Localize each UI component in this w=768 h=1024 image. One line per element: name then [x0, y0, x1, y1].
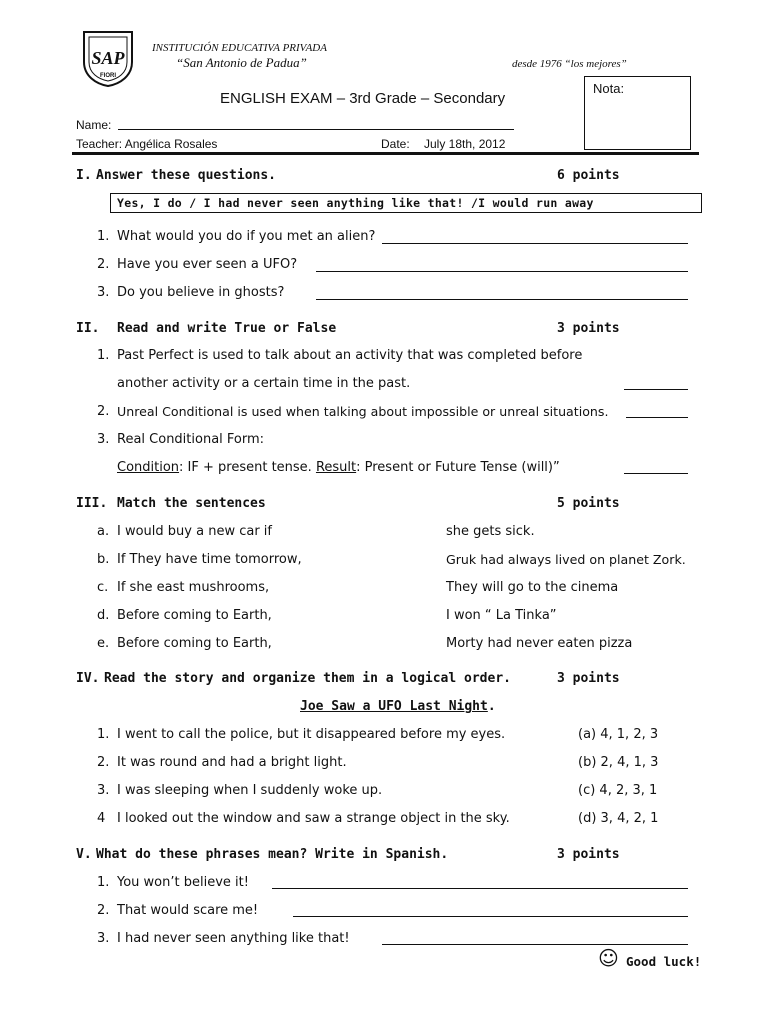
- section-1-number: I.: [76, 168, 92, 183]
- s5-item-3-phrase: I had never seen anything like that!: [117, 931, 350, 946]
- s3-item-e-left: Before coming to Earth,: [117, 636, 272, 651]
- s3-item-e-letter: e.: [97, 636, 110, 651]
- s5-item-2-number: 2.: [97, 903, 110, 918]
- section-4-title: Read the story and organize them in a logical order.: [104, 671, 511, 686]
- section-2-title: Read and write True or False: [117, 321, 337, 336]
- section-3-title: Match the sentences: [117, 496, 266, 511]
- date-value: July 18th, 2012: [424, 137, 506, 151]
- school-logo: [78, 28, 138, 88]
- s5-item-1-phrase: You won’t believe it!: [117, 875, 249, 890]
- s5-item-2-answer-line[interactable]: [293, 916, 688, 917]
- good-luck-text: Good luck!: [626, 954, 702, 969]
- word-box-text: Yes, I do / I had never seen anything like that! /I would run away: [117, 196, 594, 210]
- date-label: Date:: [381, 137, 410, 151]
- s3-item-b-left: If They have time tomorrow,: [117, 552, 302, 567]
- s5-item-1-answer-line[interactable]: [272, 888, 688, 889]
- section-5-number: V.: [76, 847, 92, 862]
- section-3-points: 5 points: [557, 496, 620, 511]
- name-label: Name:: [76, 118, 112, 132]
- condition-label: Condition: [117, 460, 180, 475]
- s1-item-3-number: 3.: [97, 285, 110, 300]
- s1-item-2-number: 2.: [97, 257, 110, 272]
- school-type: INSTITUCIÓN EDUCATIVA PRIVADA: [152, 42, 327, 54]
- svg-text:FIORI: FIORI: [100, 73, 116, 79]
- section-5-points: 3 points: [557, 847, 620, 862]
- section-4-number: IV.: [76, 671, 100, 686]
- section-1-title: Answer these questions.: [96, 168, 277, 183]
- s3-item-c-left: If she east mushrooms,: [117, 580, 270, 595]
- result-label: Result: [315, 460, 357, 475]
- exam-title: ENGLISH EXAM – 3rd Grade – Secondary: [220, 90, 506, 107]
- section-2-number: II.: [76, 321, 100, 336]
- s3-item-a-left: I would buy a new car if: [117, 524, 272, 539]
- s1-item-1-question: What would you do if you met an alien?: [117, 229, 376, 244]
- s1-item-1-answer-line[interactable]: [382, 243, 688, 244]
- s4-option-b: (b) 2, 4, 1, 3: [578, 755, 659, 770]
- s2-item-3-number: 3.: [97, 432, 110, 447]
- s4-item-1-number: 1.: [97, 727, 110, 742]
- s1-item-3-question: Do you believe in ghosts?: [117, 285, 285, 300]
- result-text: : Present or Future Tense (will)”: [356, 460, 560, 475]
- school-name: “San Antonio de Padua”: [176, 55, 307, 70]
- s4-item-4-sentence: I looked out the window and saw a strange object in the sky.: [117, 811, 510, 826]
- s5-item-1-number: 1.: [97, 875, 110, 890]
- school-logo-icon: [78, 28, 138, 88]
- section-5-title: What do these phrases mean? Write in Spanish.: [96, 847, 449, 862]
- s5-item-3-answer-line[interactable]: [382, 944, 688, 945]
- s4-item-3-sentence: I was sleeping when I suddenly woke up.: [117, 783, 383, 798]
- s2-item-1-statement-cont: another activity or a certain time in the past.: [117, 376, 411, 391]
- s2-item-1-answer-line[interactable]: [624, 389, 688, 390]
- s3-item-e-right: Morty had never eaten pizza: [446, 636, 633, 651]
- s2-item-1-statement: Past Perfect is used to talk about an activity that was completed before: [117, 348, 583, 363]
- s3-item-d-letter: d.: [97, 608, 110, 623]
- s3-item-a-right: she gets sick.: [446, 524, 535, 539]
- s4-option-c: (c) 4, 2, 3, 1: [578, 783, 658, 798]
- grade-box[interactable]: [584, 76, 691, 150]
- word-box: [110, 193, 702, 213]
- section-2-points: 3 points: [557, 321, 620, 336]
- s4-option-d: (d) 3, 4, 2, 1: [578, 811, 659, 826]
- s4-option-a: (a) 4, 1, 2, 3: [578, 727, 659, 742]
- s4-item-1-sentence: I went to call the police, but it disappeared before my eyes.: [117, 727, 506, 742]
- s2-item-2-answer-line[interactable]: [626, 417, 688, 418]
- condition-text: : IF + present tense.: [179, 460, 316, 475]
- s2-item-2-statement: Unreal Conditional is used when talking about impossible or unreal situations.: [117, 404, 609, 419]
- teacher-name: Teacher: Angélica Rosales: [76, 137, 218, 151]
- section-1-points: 6 points: [557, 168, 620, 183]
- s3-item-d-left: Before coming to Earth,: [117, 608, 272, 623]
- s3-item-b-letter: b.: [97, 552, 110, 567]
- s1-item-2-answer-line[interactable]: [316, 271, 688, 272]
- s3-item-a-letter: a.: [97, 524, 110, 539]
- s2-item-3-formula: [117, 460, 560, 475]
- section-3-number: III.: [76, 496, 108, 511]
- s4-item-2-number: 2.: [97, 755, 110, 770]
- s3-item-d-right: I won “ La Tinka”: [446, 608, 557, 623]
- s2-item-3-statement: Real Conditional Form:: [117, 432, 265, 447]
- header-divider: [72, 152, 699, 155]
- s2-item-1-number: 1.: [97, 348, 110, 363]
- s4-item-2-sentence: It was round and had a bright light.: [117, 755, 347, 770]
- s3-item-b-right: Gruk had always lived on planet Zork.: [446, 552, 686, 567]
- s1-item-3-answer-line[interactable]: [316, 299, 688, 300]
- s3-item-c-letter: c.: [97, 580, 109, 595]
- s2-item-2-number: 2.: [97, 404, 110, 419]
- s2-item-3-answer-line[interactable]: [624, 473, 688, 474]
- story-title: Joe Saw a UFO Last Night.: [300, 699, 496, 714]
- since-motto: desde 1976 “los mejores”: [512, 58, 627, 70]
- s5-item-2-phrase: That would scare me!: [117, 903, 259, 918]
- s4-item-4-number: 4: [97, 811, 106, 826]
- s5-item-3-number: 3.: [97, 931, 110, 946]
- s1-item-2-question: Have you ever seen a UFO?: [117, 257, 298, 272]
- s3-item-c-right: They will go to the cinema: [446, 580, 619, 595]
- section-4-points: 3 points: [557, 671, 620, 686]
- svg-text:SAP: SAP: [91, 48, 125, 68]
- name-field[interactable]: [118, 129, 514, 130]
- s1-item-1-number: 1.: [97, 229, 110, 244]
- smiley-icon: ☺: [598, 946, 619, 970]
- s4-item-3-number: 3.: [97, 783, 110, 798]
- grade-label: Nota:: [593, 81, 625, 96]
